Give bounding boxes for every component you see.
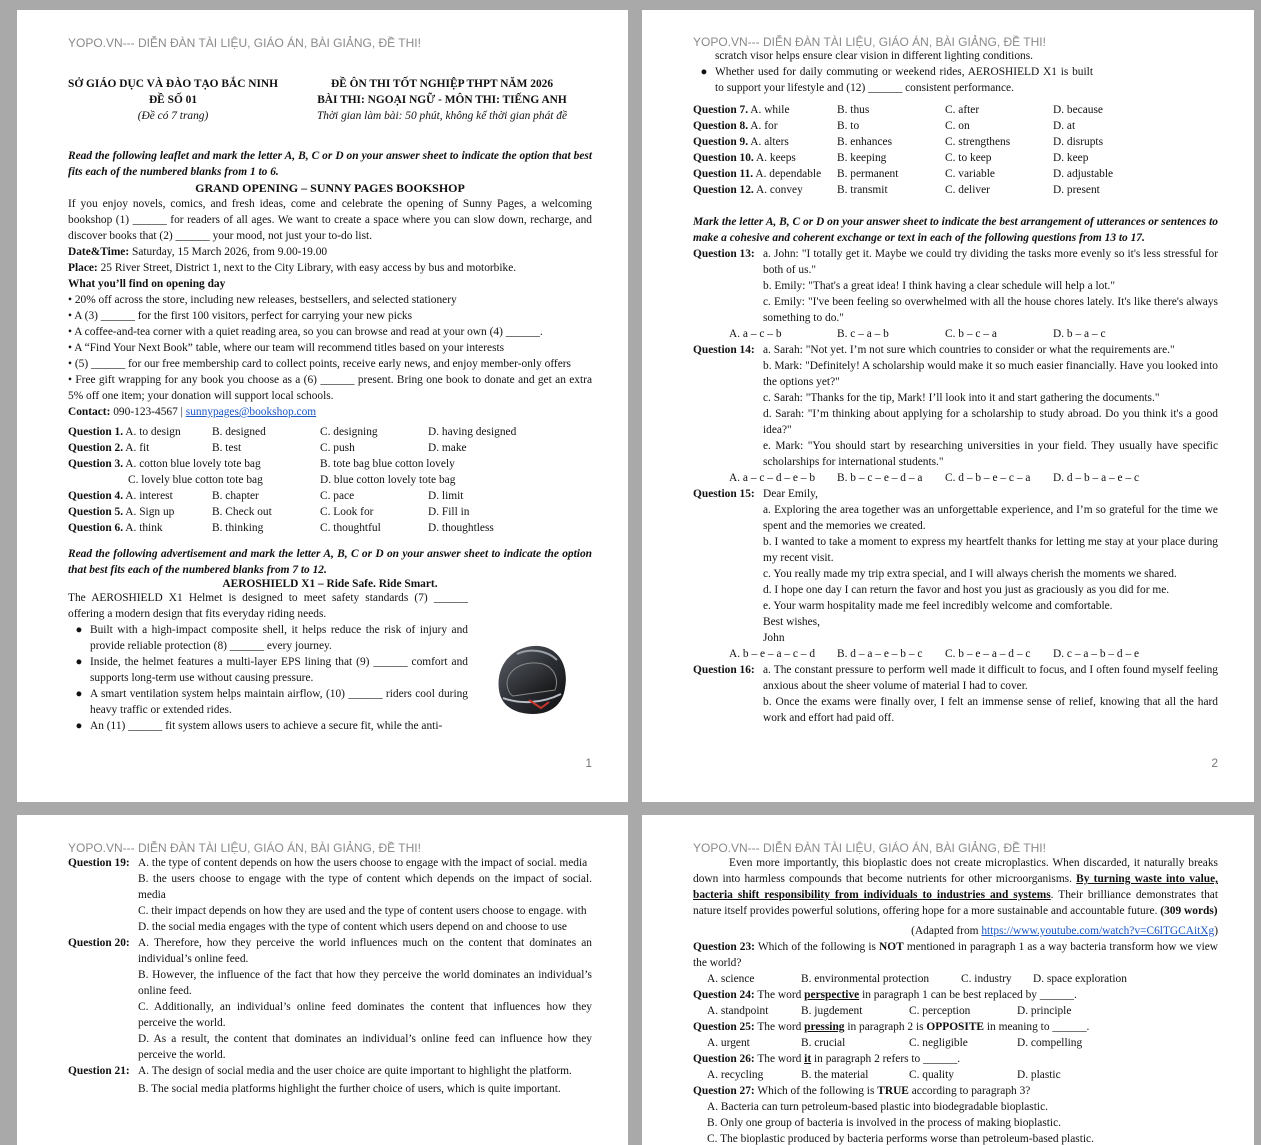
find-item: • A (3) ______ for the first 100 visitors, perfect for carrying your new picks	[68, 310, 413, 322]
question-row: Question 4. A. interest B. chapter C. pace D. limit	[68, 490, 464, 502]
date-line: Date&Time: Saturday, 15 March 2026, from 9.00-19.00	[68, 246, 328, 258]
question-options: A. science B. environmental protection C. industry D. space exploration	[707, 973, 1127, 985]
time-note: Thời gian làm bài: 50 phút, không kể thời gian phát đề	[316, 110, 568, 122]
exam-number: ĐỀ SỐ 01	[148, 94, 198, 106]
question-options: A. a – c – b B. c – a – b C. b – c – a D. b – a – c	[729, 328, 1106, 340]
question-13: Question 13: a. John: "I totally get it. Maybe we could try dividing the tasks more evenly so it's less stressful for both of us."	[693, 248, 1218, 276]
page-header: YOPO.VN--- DIỄN ĐÀN TÀI LIỆU, GIÁO ÁN, BÀI GIẢNG, ĐỀ THI!	[68, 36, 421, 50]
question-24: Question 24: The word perspective in paragraph 1 can be best replaced by ______.	[693, 989, 1077, 1001]
question-row: C. lovely blue cotton tote bag D. blue cotton lovely tote bag	[128, 474, 456, 486]
page-header: YOPO.VN--- DIỄN ĐÀN TÀI LIỆU, GIÁO ÁN, BÀI GIẢNG, ĐỀ THI!	[693, 841, 1046, 855]
question-option: B. Only one group of bacteria is involved in the process of making bioplastic.	[707, 1117, 1061, 1129]
page-count-note: (Đề có 7 trang)	[137, 110, 209, 122]
question-option: C. The bioplastic produced by bacteria performs worse than petroleum-based plastic.	[707, 1133, 1094, 1145]
question-row: Question 6. A. think B. thinking C. thoughtful D. thoughtless	[68, 522, 494, 534]
reading-paragraph: Even more importantly, this bioplastic does not create microplastics. When discarded, it naturally breaks down into harmless compounds that become nutrients for other microorganisms. By turning waste into value, bacteria shift responsibility from individuals to industries and systems. Their brilliance demonstrates that nature itself provides powerful solutions, offering hope for a more sustainable and accountable future. (309 words)	[693, 857, 1218, 917]
question-26: Question 26: The word it in paragraph 2 refers to ______.	[693, 1053, 961, 1065]
question-row: Question 11. A. dependable B. permanent C. variable D. adjustable	[693, 168, 1114, 180]
page-3: YOPO.VN--- DIỄN ĐÀN TÀI LIỆU, GIÁO ÁN, BÀI GIẢNG, ĐỀ THI! Question 19: A. the type of content depends on how the users choose to engage with the impact of social. media B. the users choose to engage with the type of content which depends on the impact of social. media C. their impact depends on how they are used and the type of content users choose to engage. with D. the social media engages with the type of content which users depend on and choose to use Question 20: A. Therefore, how they perceive the world influences much on the content that dominates an individual’s online feed. B. However, the influence of the fact that how they perceive the world dominates an individual’s online feed. C. Additionally, an individual’s online feed dominates the content that influences how they perceive the world. D. As a result, the content that dominates an individual’s online feed can influence how they perceive the world. Question 21: A. The design of social media and the user choice are quite important to highlight the platform. B. The social media platforms highlight the further choice of users, which is quite important.	[17, 815, 628, 1145]
exam-subject: BÀI THI: NGOẠI NGỮ - MÔN THI: TIẾNG ANH	[317, 94, 567, 106]
ad-bullet: ● Inside, the helmet features a multi-layer EPS lining that (9) ______ comfort and supports long-term use without causing pressure.	[75, 656, 468, 684]
question-row: Question 2. A. fit B. test C. push D. make	[68, 442, 467, 454]
ad-bullet: ● Whether used for daily commuting or weekend rides, AEROSHIELD X1 is built to support your lifestyle and (12) ______ consistent performance.	[700, 66, 1093, 94]
page-1	[17, 10, 628, 802]
question-options: A. recycling B. the material C. quality D. plastic	[707, 1069, 1061, 1081]
question-row: Question 8. A. for B. to C. on D. at	[693, 120, 1076, 132]
page-header: YOPO.VN--- DIỄN ĐÀN TÀI LIỆU, GIÁO ÁN, BÀI GIẢNG, ĐỀ THI!	[693, 35, 1046, 49]
adapted-from: (Adapted from https://www.youtube.com/watch?v=C6lTGCAitXg)	[911, 925, 1218, 937]
instruction-13-17: Mark the letter A, B, C or D on your answer sheet to indicate the best arrangement of utterances or sentences to make a cohesive and coherent exchange or text in each of the following questions from 13 to 17.	[693, 216, 1218, 244]
ad-bullet: ● Built with a high-impact composite shell, it helps reduce the risk of injury and provide reliable protection (8) ______ every journey.	[75, 624, 468, 652]
find-title: What you’ll find on opening day	[68, 278, 226, 290]
ad-bullet: ● A smart ventilation system helps maintain airflow, (10) ______ riders cool during heavy traffic or extended rides.	[75, 688, 468, 716]
question-row: Question 9. A. alters B. enhances C. strengthens D. disrupts	[693, 136, 1103, 148]
question-row: Question 7. A. while B. thus C. after D. because	[693, 104, 1103, 116]
question-options: A. standpoint B. jugdement C. perception D. principle	[707, 1005, 1072, 1017]
question-row: Question 10. A. keeps B. keeping C. to keep D. keep	[693, 152, 1089, 164]
leaflet-intro: If you enjoy novels, comics, and fresh ideas, come and celebrate the opening of Sunny Pages, a welcoming bookshop (1) ______ for readers of all ages. We want to create a space where you can slow down, recharge, and discover books that (2) ______ your mood, not just your to-do list.	[68, 198, 592, 242]
question-16: Question 16: a. The constant pressure to perform well made it difficult to focus, and I often found myself feeling anxious about the sheer volume of material I had to cover.	[693, 664, 1218, 692]
question-options: A. a – c – d – e – b B. b – c – e – d – a C. d – b – e – c – a D. d – b – a – e – c	[729, 472, 1140, 484]
question-row: Question 1. A. to design B. designed C. designing D. having designed	[68, 426, 517, 438]
ad-title: AEROSHIELD X1 – Ride Safe. Ride Smart.	[222, 578, 438, 590]
page-2: YOPO.VN--- DIỄN ĐÀN TÀI LIỆU, GIÁO ÁN, BÀI GIẢNG, ĐỀ THI! scratch visor helps ensure clear vision in different lighting conditions. ● Whether used for daily commuting or weekend rides, AEROSHIELD X1 is built to support your lifestyle and (12) ______ consistent performance. Question 7. A. while B. thus C. after D. because Question 8. A. for B. to C. on D. at Question 9. A. alters B. enhances C. strengthens D. disrupts Question 10. A. keeps B. keeping C. to keep D. keep Question 11. A. dependable B. permanent C. variable D. adjustable Question 12. A. convey B. transmit C. deliver D. present Mark the letter A, B, C or D on your answer sheet to indicate the best arrangement of utterances or sentences to make a cohesive and coherent exchange or text in each of the following questions from 13 to 17. Question 13: a. John: "I totally get it. Maybe we could try dividing the tasks more evenly so it's less stressful for both of us." b. Emily: "That's a great idea! I think having a clear schedule will help a lot." c. Emily: "I've been feeling so overwhelmed with all the house chores lately. It's like there's always something to do." A. a – c – b B. c – a – b C. b – c – a D. b – a – c Question 14: a. Sarah: "Not yet. I’m not sure which countries to consider or what the requirements are." b. Mark: "Definitely! A scholarship would make it so much easier financially. Have you looked into the options yet?" c. Sarah: "Thanks for the tip, Mark! I’ll look into it and start gathering the documents." d. Sarah: "I’m thinking about applying for a scholarship to study abroad. Do you think it's a good idea?" e. Mark: "You should start by researching universities in your field. They usually have specific scholarships for international students." A. a – c – d – e – b B. b – c – e – d – a C. d – b – e – c – a D. d – b – a – e – c Question 15: Dear Emily, a. Exploring the area together was an unforgettable experience, and I’m so grateful for the time we spent and the memories we created. b. I wanted to take a moment to express my heartfelt thanks for letting me stay at your place during my recent visit. c. You really made my trip extra special, and I will always cherish the moments we shared. d. I hope one day I can return the favor and host you just as graciously as you did for me. e. Your warm hospitality made me feel incredibly welcome and comfortable. Best wishes, John A. b – e – a – c – d B. d – a – e – b – c C. b – e – a – d – c D. c – a – b – d – e Question 16: a. The constant pressure to perform well made it difficult to focus, and I often found myself feeling anxious about the sheer volume of material I had to cover. b. Once the exams were finally over, I felt an immense sense of relief, knowing that all the hard work and effort had paid off. 2	[642, 10, 1254, 802]
find-item: • A coffee-and-tea corner with a quiet reading area, so you can browse and read at your own (4) ______.	[68, 326, 543, 338]
ad-bullet: ● An (11) ______ fit system allows users to achieve a secure fit, while the anti-	[75, 720, 443, 732]
page-header: YOPO.VN--- DIỄN ĐÀN TÀI LIỆU, GIÁO ÁN, BÀI GIẢNG, ĐỀ THI!	[68, 841, 421, 855]
question-row: Question 3. A. cotton blue lovely tote bag B. tote bag blue cotton lovely	[68, 458, 455, 470]
page-number: 1	[585, 756, 592, 770]
find-item: • 20% off across the store, including new releases, bestsellers, and selected stationery	[68, 294, 457, 306]
instruction-7-12: Read the following advertisement and mark the letter A, B, C or D on your answer sheet to indicate the option that best fits each of the numbered blanks from 7 to 12.	[68, 548, 592, 576]
contact-line: Contact: 090-123-4567 | sunnypages@bookshop.com	[68, 406, 317, 418]
ad-intro: The AEROSHIELD X1 Helmet is designed to meet safety standards (7) ______ offering a modern design that fits everyday riding needs.	[68, 592, 468, 620]
page-4	[642, 815, 1254, 1145]
question-20: Question 20: A. Therefore, how they perceive the world influences much on the content that dominates an individual’s online feed.	[68, 937, 592, 965]
source-link[interactable]: https://www.youtube.com/watch?v=C6lTGCAitXg	[981, 925, 1215, 937]
find-item: • Free gift wrapping for any book you choose as a (6) ______ present. Bring one book to donate and get an extra 5% off one item; your donation will support local schools.	[68, 374, 592, 402]
question-27: Question 27: Which of the following is TRUE according to paragraph 3?	[693, 1085, 1031, 1097]
find-item: • A “Find Your Next Book” table, where our team will recommend titles based on your interests	[68, 342, 505, 354]
instruction-1-6: Read the following leaflet and mark the letter A, B, C or D on your answer sheet to indicate the option that best fits each of the numbered blanks from 1 to 6.	[68, 150, 592, 178]
question-14: Question 14: a. Sarah: "Not yet. I’m not sure which countries to consider or what the requirements are."	[693, 344, 1175, 356]
question-option: A. Bacteria can turn petroleum-based plastic into biodegradable bioplastic.	[707, 1101, 1048, 1113]
question-row: Question 5. A. Sign up B. Check out C. Look for D. Fill in	[68, 506, 470, 518]
contact-email-link[interactable]: sunnypages@bookshop.com	[185, 406, 317, 418]
question-options: A. b – e – a – c – d B. d – a – e – b – c C. b – e – a – d – c D. c – a – b – d – e	[729, 648, 1140, 660]
question-15: Question 15: Dear Emily,	[693, 488, 818, 500]
exam-title: ĐỀ ÔN THI TỐT NGHIỆP THPT NĂM 2026	[330, 78, 554, 90]
helmet-image	[489, 638, 571, 720]
question-25: Question 25: The word pressing in paragraph 2 is OPPOSITE in meaning to ______.	[693, 1021, 1090, 1033]
question-23: Question 23: Which of the following is NOT mentioned in paragraph 1 as a way bacteria transform how we view the world?	[693, 941, 1219, 969]
ad-continuation: scratch visor helps ensure clear vision in different lighting conditions.	[715, 50, 1034, 62]
find-item: • (5) ______ for our free membership card to collect points, receive early news, and enjoy member-only offers	[68, 358, 571, 370]
department-name: SỞ GIÁO DỤC VÀ ĐÀO TẠO BẮC NINH	[68, 78, 279, 90]
page-number: 2	[1211, 756, 1218, 770]
leaflet-title: GRAND OPENING – SUNNY PAGES BOOKSHOP	[195, 181, 465, 195]
question-21: Question 21: A. The design of social media and the user choice are quite important to highlight the platform.	[68, 1065, 572, 1077]
question-row: Question 12. A. convey B. transmit C. deliver D. present	[693, 184, 1100, 196]
question-options: A. urgent B. crucial C. negligible D. compelling	[707, 1037, 1083, 1049]
question-19: Question 19: A. the type of content depends on how the users choose to engage with the impact of social. media	[68, 857, 588, 869]
place-line: Place: 25 River Street, District 1, next to the City Library, with easy access by bus and motorbike.	[68, 262, 517, 274]
